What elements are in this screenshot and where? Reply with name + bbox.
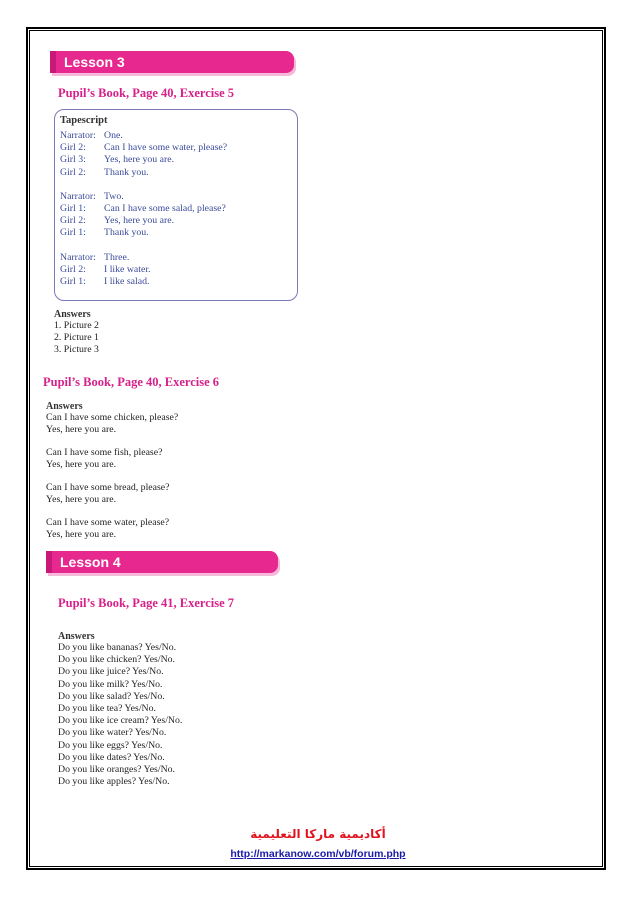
speaker-label: Narrator: — [60, 190, 96, 202]
speaker-text: Can I have some salad, please? — [104, 203, 226, 215]
answers-list — [58, 642, 182, 788]
answer-item: 1. Picture 2 — [54, 320, 99, 331]
speaker-text: I like water. — [104, 263, 151, 275]
answer-item: Do you like ice cream? Yes/No. — [58, 715, 183, 727]
speaker-label: Girl 2: — [60, 215, 86, 227]
exercise-7-heading: Pupil’s Book, Page 41, Exercise 7 — [58, 596, 235, 610]
tapescript-group — [60, 130, 297, 179]
forum-link[interactable]: http://markanow.com/vb/forum.php — [230, 848, 406, 860]
speaker-label: Narrator: — [60, 251, 96, 263]
speaker-label: Girl 1: — [60, 227, 86, 239]
exercise-7-answers — [58, 631, 182, 788]
tapescript-box — [54, 109, 298, 301]
tapescript-line — [60, 167, 297, 179]
exercise-6-answers — [46, 401, 178, 552]
speaker-label: Girl 2: — [60, 142, 86, 154]
answer-item: Do you like bananas? Yes/No. — [58, 642, 177, 653]
speaker-text: Yes, here you are. — [104, 215, 175, 227]
answer-line: Yes, here you are. — [46, 494, 117, 506]
speaker-label: Girl 1: — [60, 276, 86, 288]
tapescript-line — [60, 130, 297, 142]
speaker-text: Thank you. — [104, 227, 149, 239]
answers-list — [54, 320, 99, 357]
answer-line: Can I have some chicken, please? — [46, 412, 179, 423]
tapescript-line — [60, 191, 297, 203]
tapescript-title: Tapescript — [60, 115, 108, 126]
answer-item: Do you like oranges? Yes/No. — [58, 764, 176, 776]
answer-item: Do you like eggs? Yes/No. — [58, 739, 163, 751]
answer-item: Do you like dates? Yes/No. — [58, 751, 165, 763]
answer-item: Do you like tea? Yes/No. — [58, 703, 156, 715]
tapescript-group — [60, 191, 297, 240]
answer-item: Do you like apples? Yes/No. — [58, 776, 170, 788]
tapescript-line — [60, 227, 297, 239]
speaker-label: Girl 1: — [60, 203, 86, 215]
answers-title: Answers — [58, 631, 95, 642]
academy-name: أكاديمية ماركا التعليمية — [250, 827, 386, 841]
speaker-label: Girl 2: — [60, 166, 86, 178]
answer-item: Do you like milk? Yes/No. — [58, 678, 163, 690]
answer-line: Can I have some fish, please? — [46, 447, 163, 458]
answer-line: Can I have some water, please? — [46, 517, 170, 528]
speaker-label: Narrator: — [60, 130, 96, 141]
answer-item: 2. Picture 1 — [54, 332, 99, 344]
exercise-5-heading: Pupil’s Book, Page 40, Exercise 5 — [58, 86, 235, 100]
tapescript-line — [60, 203, 297, 215]
speaker-text: Yes, here you are. — [104, 154, 175, 166]
exercise-5-answers — [54, 309, 99, 357]
answer-item: Do you like chicken? Yes/No. — [58, 654, 176, 666]
answer-line: Yes, here you are. — [46, 459, 117, 471]
answer-item: Do you like salad? Yes/No. — [58, 690, 165, 702]
speaker-text: I like salad. — [104, 276, 150, 288]
answer-line: Yes, here you are. — [46, 424, 117, 436]
answers-list — [46, 412, 178, 541]
tapescript-line — [60, 276, 297, 288]
lesson-4-banner: Lesson 4 — [46, 551, 278, 573]
tapescript-line — [60, 215, 297, 227]
answer-line: Yes, here you are. — [46, 529, 117, 541]
answer-pair — [46, 517, 178, 541]
answer-pair — [46, 447, 178, 471]
speaker-text: Can I have some water, please? — [104, 142, 228, 154]
answer-item: Do you like water? Yes/No. — [58, 727, 167, 739]
tapescript-line — [60, 142, 297, 154]
answers-title: Answers — [54, 309, 91, 320]
answer-pair — [46, 412, 178, 436]
answers-title: Answers — [46, 401, 83, 412]
tapescript-lines — [60, 130, 297, 288]
answer-item: 3. Picture 3 — [54, 344, 99, 356]
answer-line: Can I have some bread, please? — [46, 482, 170, 493]
answer-pair — [46, 482, 178, 506]
speaker-text: One. — [104, 130, 123, 141]
answer-item: Do you like juice? Yes/No. — [58, 666, 164, 678]
lesson-3-banner: Lesson 3 — [50, 51, 294, 73]
exercise-6-heading: Pupil’s Book, Page 40, Exercise 6 — [43, 375, 220, 389]
tapescript-line — [60, 154, 297, 166]
tapescript-line — [60, 264, 297, 276]
speaker-label: Girl 2: — [60, 263, 86, 275]
speaker-text: Thank you. — [104, 166, 149, 178]
speaker-text: Two. — [104, 190, 124, 202]
tapescript-group — [60, 252, 297, 289]
tapescript-line — [60, 252, 297, 264]
speaker-text: Three. — [104, 251, 130, 263]
speaker-label: Girl 3: — [60, 154, 86, 166]
